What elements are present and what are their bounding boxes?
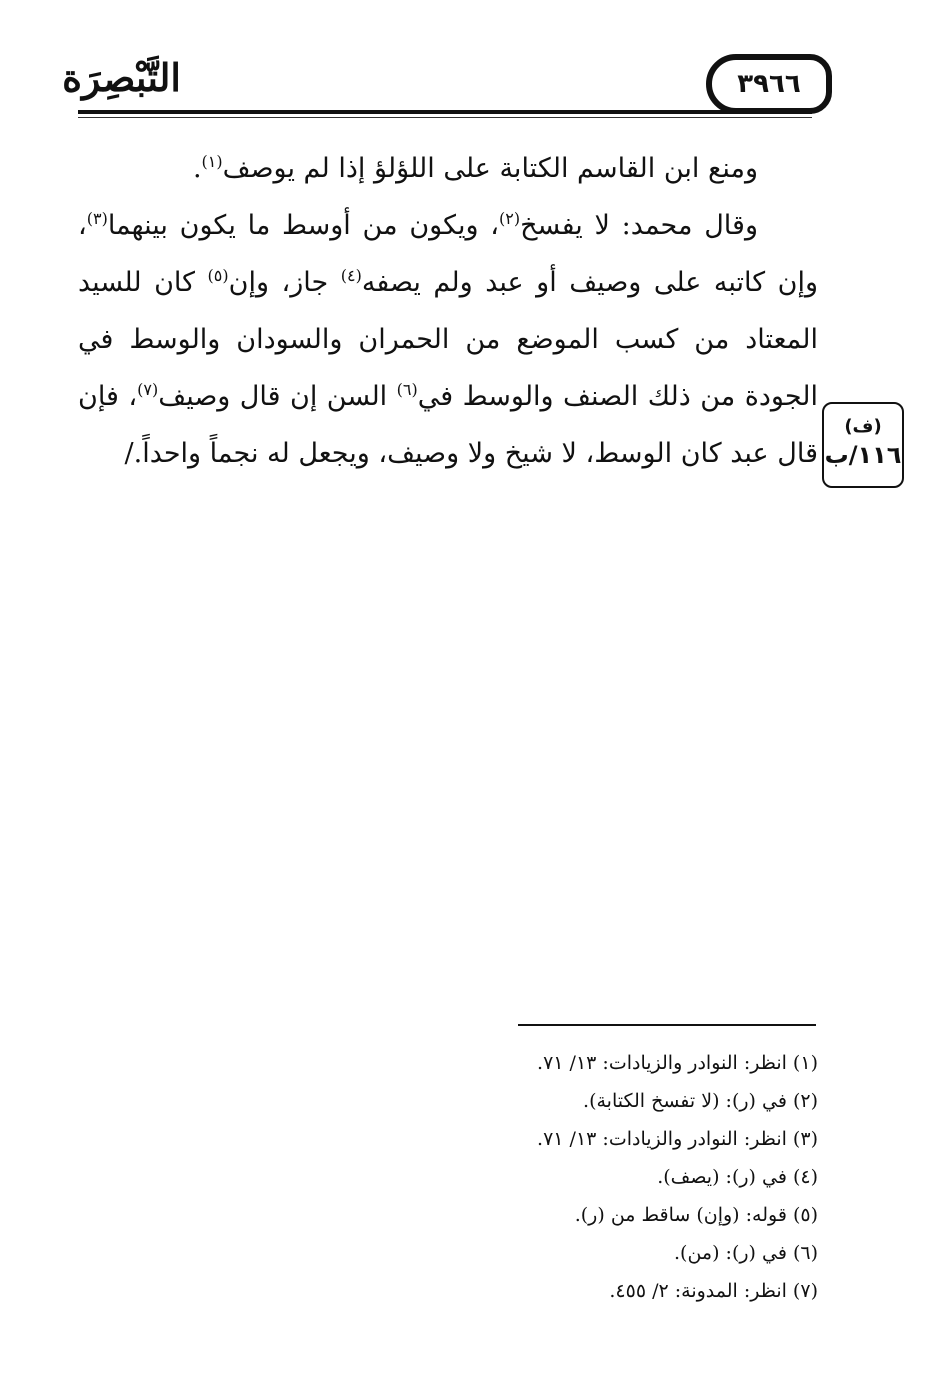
header-rule-thin xyxy=(78,117,812,118)
footnotes xyxy=(258,1044,818,1310)
text-run: ، فإن قال عبد كان الوسط، لا شيخ ولا وصيف، ويجعل له نجماً واحداً./ xyxy=(78,381,818,469)
folio-source: (ف) xyxy=(844,416,882,437)
footnote-ref-2[interactable]: (٢) xyxy=(499,209,521,228)
footnote-3: (٣) انظر: النوادر والزيادات: ١٣/ ٧١. xyxy=(537,1128,818,1150)
main-text xyxy=(78,140,818,482)
paragraph-1 xyxy=(78,140,818,197)
folio-number: ١١٦/ب xyxy=(824,441,902,469)
footnote-4: (٤) في (ر): (يصف). xyxy=(657,1166,818,1188)
paragraph-2 xyxy=(78,197,818,482)
manuscript-folio-reference xyxy=(822,402,904,488)
footnote-7: (٧) انظر: المدونة: ٢/ ٤٥٥. xyxy=(609,1280,818,1302)
text-run: كان للسيد المعتاد من كسب الموضع من الحمران والسودان والوسط في الجودة من ذلك الصنف والوسط في xyxy=(78,267,818,412)
footnote-ref-4[interactable]: (٤) xyxy=(340,266,362,285)
footnote-separator xyxy=(518,1024,816,1026)
footnote-5: (٥) قوله: (وإن) ساقط من (ر). xyxy=(574,1204,818,1226)
footnote-ref-5[interactable]: (٥) xyxy=(207,266,229,285)
page-number: ٣٩٦٦ xyxy=(706,54,832,114)
footnote-ref-7[interactable]: (٧) xyxy=(137,380,159,399)
text-run: ، ويكون من أوسط ما يكون بينهما xyxy=(107,210,500,241)
text-run: . xyxy=(192,153,202,184)
footnote-ref-1[interactable]: (١) xyxy=(201,152,223,171)
footnote-2: (٢) في (ر): (لا تفسخ الكتابة). xyxy=(583,1090,818,1112)
text-run: ومنع ابن القاسم الكتابة على اللؤلؤ إذا لم يوصف xyxy=(222,153,758,184)
footnote-1: (١) انظر: النوادر والزيادات: ١٣/ ٧١. xyxy=(537,1052,818,1074)
footnote-ref-3[interactable]: (٣) xyxy=(86,209,108,228)
footnote-ref-6[interactable]: (٦) xyxy=(396,380,418,399)
running-title: التَّبْصِرَة xyxy=(62,55,181,100)
text-run: وقال محمد: لا يفسخ xyxy=(520,210,758,241)
footnote-6: (٦) في (ر): (من). xyxy=(674,1242,818,1264)
text-run: ، وإن كاتبه على وصيف أو عبد ولم يصفه xyxy=(78,210,819,298)
text-run: جاز، وإن xyxy=(228,267,341,298)
header-rule xyxy=(78,110,812,114)
text-run: السن إن قال وصيف xyxy=(158,381,397,412)
